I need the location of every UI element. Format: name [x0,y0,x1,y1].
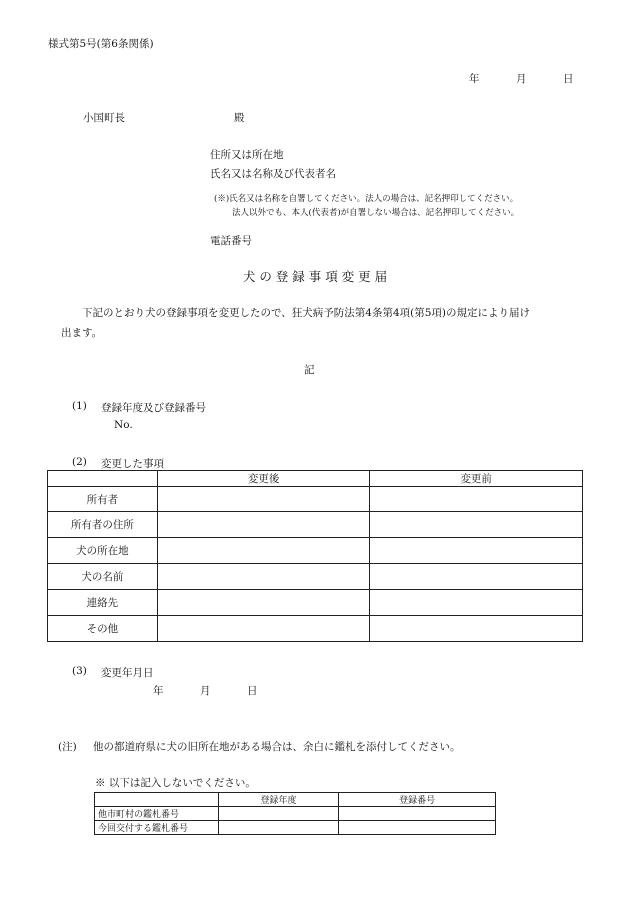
section3-label: 変更年月日 [101,667,154,679]
changes-header-row [48,471,583,487]
note-text: 他の都道府県に犬の旧所在地がある場合は、余白に鑑札を添付してください。 [93,741,461,753]
contact-before-cell[interactable] [370,590,583,616]
header-after: 変更後 [157,471,370,487]
office-use-instruction: ※ 以下は記入しないでください。 [95,777,256,789]
registration-no-label: No. [114,419,133,431]
dog-location-after-cell[interactable] [157,538,370,564]
section1-number: (1) [72,400,87,412]
dog-name-before-cell[interactable] [370,564,583,590]
owner-address-before-cell[interactable] [370,512,583,538]
row-label-issued-tag: 今回交付する鑑札番号 [95,821,219,835]
change-date-day: 日 [247,685,258,697]
table-row [48,616,583,642]
signature-note-line1: (※)氏名又は名称を自署してください。法人の場合は、記名押印してください。 [214,194,519,204]
name-label: 氏名又は名称及び代表者名 [210,168,336,180]
issued-tag-number-cell[interactable] [339,821,496,835]
row-label-other: その他 [48,616,158,642]
row-label-other-municipality-tag: 他市町村の鑑札番号 [95,807,219,821]
table-row [95,807,496,821]
other-before-cell[interactable] [370,616,583,642]
address-label: 住所又は所在地 [210,149,284,161]
table-row [48,590,583,616]
change-date-month: 月 [200,685,211,697]
header-before: 変更前 [370,471,583,487]
phone-label: 電話番号 [210,235,252,247]
addressee-honorific: 殿 [234,112,245,124]
intro-line2: 出ます。 [61,327,103,339]
row-label-dog-name: 犬の名前 [48,564,158,590]
table-row [48,512,583,538]
signature-note-line2: 法人以外でも、本人(代表者)が自署しない場合は、記名押印してください。 [232,208,520,218]
header-registration-number: 登録番号 [339,793,496,807]
note-mark: (注) [58,741,77,753]
changes-header-blank [48,471,158,487]
date-year: 年 [469,73,480,85]
table-row [95,821,496,835]
dog-name-after-cell[interactable] [157,564,370,590]
row-label-owner-address: 所有者の住所 [48,512,158,538]
owner-address-after-cell[interactable] [157,512,370,538]
issued-tag-year-cell[interactable] [218,821,339,835]
dog-location-before-cell[interactable] [370,538,583,564]
other-after-cell[interactable] [157,616,370,642]
addressee-mayor: 小国町長 [83,112,125,124]
table-row [48,538,583,564]
office-use-table [94,792,496,835]
other-tag-number-cell[interactable] [339,807,496,821]
intro-line1: 下記のとおり犬の登録事項を変更したので、狂犬病予防法第4条第4項(第5項)の規定により届け [82,307,531,319]
row-label-contact: 連絡先 [48,590,158,616]
date-month: 月 [516,73,527,85]
section2-label: 変更した事項 [101,458,164,470]
table-row [48,487,583,512]
header-registration-year: 登録年度 [218,793,339,807]
form-number: 様式第5号(第6条関係) [48,38,154,50]
office-header-blank [95,793,219,807]
section2-number: (2) [72,456,87,468]
section3-number: (3) [72,665,87,677]
row-label-dog-location: 犬の所在地 [48,538,158,564]
changes-table [47,470,583,642]
section1-label: 登録年度及び登録番号 [101,402,206,414]
ki-heading: 記 [304,364,315,376]
table-row [48,564,583,590]
owner-before-cell[interactable] [370,487,583,512]
change-date-year: 年 [153,685,164,697]
row-label-owner: 所有者 [48,487,158,512]
other-tag-year-cell[interactable] [218,807,339,821]
page-title: 犬 の 登 録 事 項 変 更 届 [242,269,388,284]
date-day: 日 [563,73,574,85]
owner-after-cell[interactable] [157,487,370,512]
office-header-row [95,793,496,807]
contact-after-cell[interactable] [157,590,370,616]
